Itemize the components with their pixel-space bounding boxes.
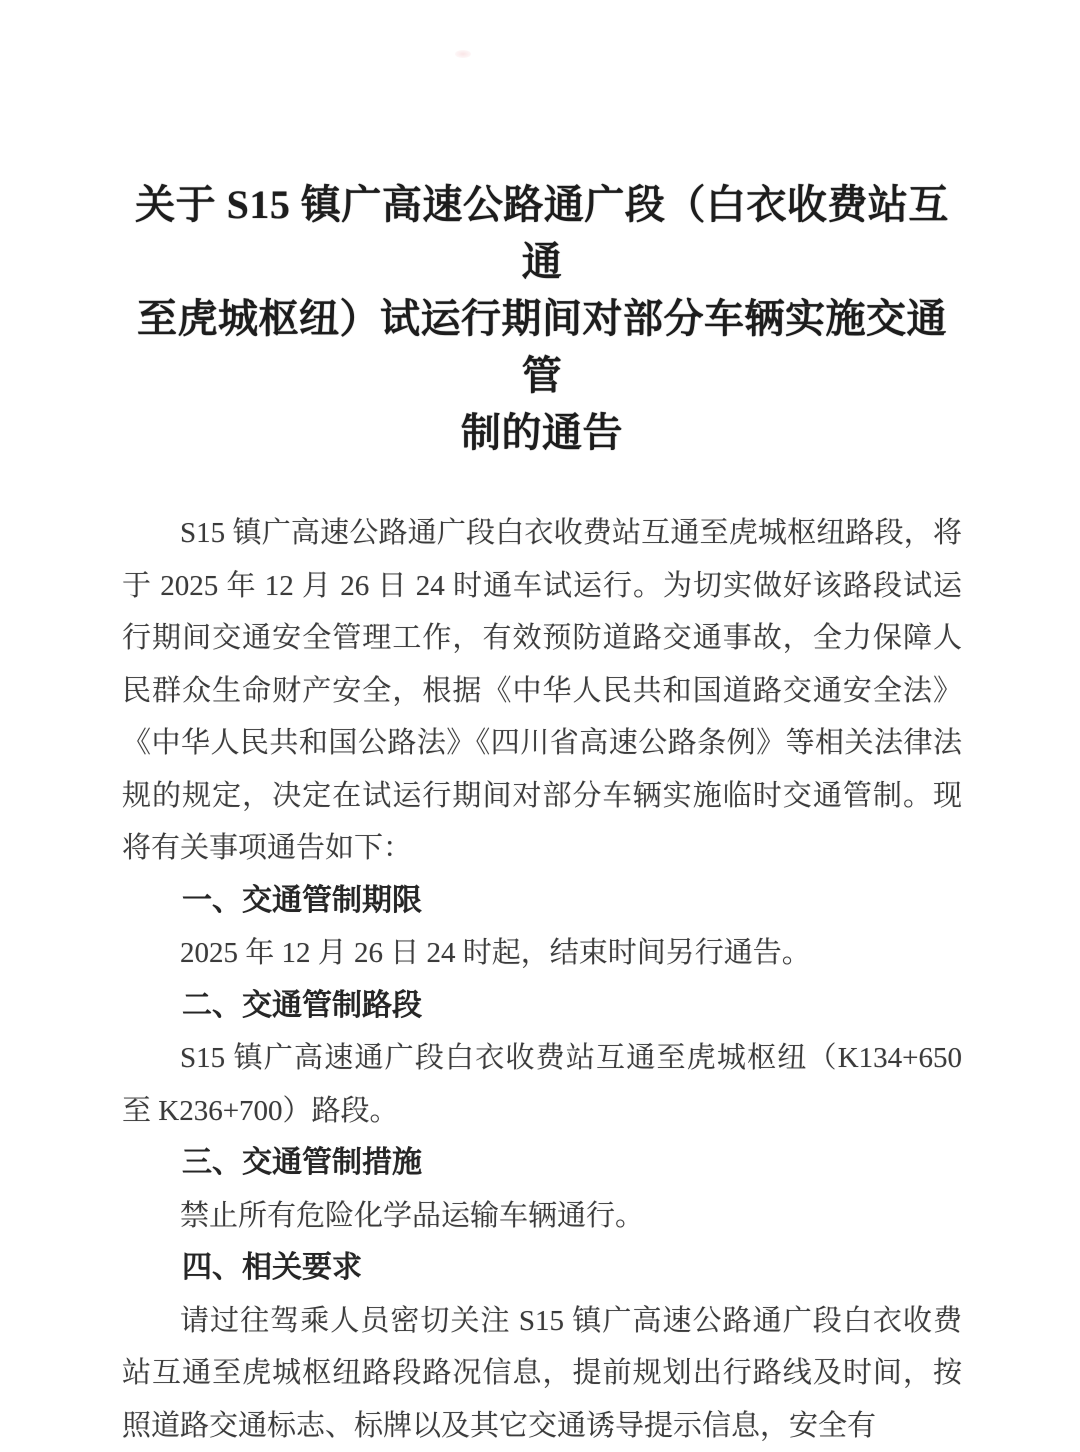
notice-title-line: 关于 S15 镇广高速公路通广段（白衣收费站互通 bbox=[122, 176, 962, 290]
section-heading: 三、交通管制措施 bbox=[122, 1137, 962, 1190]
paragraph: 禁止所有危险化学品运输车辆通行。 bbox=[122, 1190, 962, 1243]
notice-body bbox=[122, 507, 962, 1452]
notice-title-line: 至虎城枢纽）试运行期间对部分车辆实施交通管 bbox=[122, 290, 962, 404]
paragraph: 2025 年 12 月 26 日 24 时起，结束时间另行通告。 bbox=[122, 927, 962, 980]
section-heading: 四、相关要求 bbox=[122, 1242, 962, 1295]
notice-title-line: 制的通告 bbox=[122, 404, 962, 461]
paragraph: S15 镇广高速通广段白衣收费站互通至虎城枢纽（K134+650 至 K236+700）路段。 bbox=[122, 1032, 962, 1137]
scan-smudge-artifact bbox=[455, 50, 471, 58]
section-heading: 一、交通管制期限 bbox=[122, 875, 962, 928]
paragraph: 请过往驾乘人员密切关注 S15 镇广高速公路通广段白衣收费站互通至虎城枢纽路段路况信息，提前规划出行路线及时间，按照道路交通标志、标牌以及其它交通诱导提示信息，安全有 bbox=[122, 1295, 962, 1452]
notice-title bbox=[122, 176, 962, 461]
section-heading: 二、交通管制路段 bbox=[122, 980, 962, 1033]
paragraph: S15 镇广高速公路通广段白衣收费站互通至虎城枢纽路段，将于 2025 年 12 月 26 日 24 时通车试运行。为切实做好该路段试运行期间交通安全管理工作，有效预防道路交通事故，全力保障人民群众生命财产安全，根据《中华人民共和国道路交通安全法》《中华人民共和国公路法》《四川省高速公路条例》等相关法律法规的规定，决定在试运行期间对部分车辆实施临时交通管制。现将有关事项通告如下： bbox=[122, 507, 962, 875]
